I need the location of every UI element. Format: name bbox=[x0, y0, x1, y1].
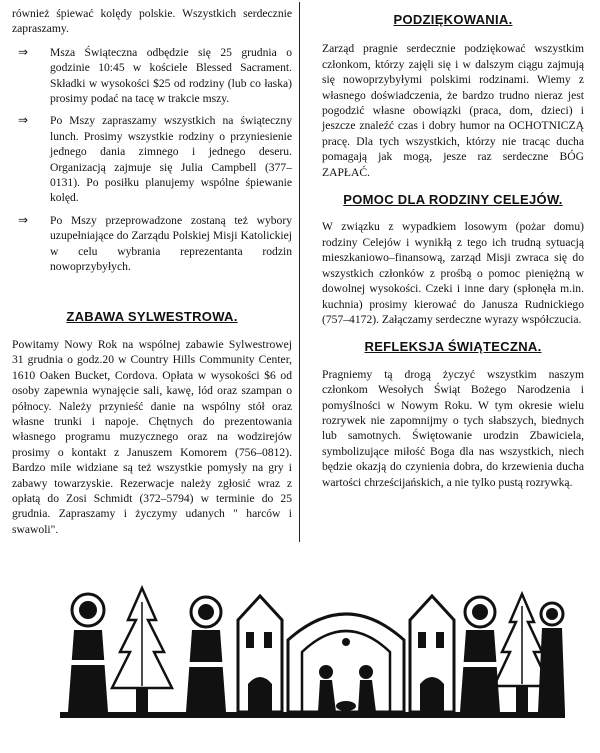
pomoc-heading: POMOC DLA RODZINY CELEJÓW. bbox=[343, 192, 563, 208]
zabawa-heading: ZABAWA SYLWESTROWA. bbox=[66, 308, 238, 324]
nativity-stable-icon bbox=[288, 614, 404, 712]
column-divider bbox=[299, 2, 300, 542]
announcement-list bbox=[12, 45, 292, 275]
figure-right-inner-icon bbox=[460, 597, 500, 712]
arrow-bullet-icon: ⇒ bbox=[18, 113, 29, 128]
zabawa-text: Powitamy Nowy Rok na wspólnej zabawie Sylwestrowej 31 grudnia o godz.20 w Country Hills Community Center, 1610 Oaken Bucket, Cordova. Opłata w wysokości $6 od osoby zapewnia wynajęcie sali, kawę, lód oraz szampan o północy. Należy przynieść danie na wspólny stół oraz własne trunki i napoje. Chętnych do prezentowania własnego programu muzycznego oraz na wodzirejów prosimy o kontakt z Januszem Komorem (756–0812). Bardzo mile widziane są też wszystkie pomysły na gry i zabawy towarzyskie. Rezerwacje należy zgłosić wraz z opłatą do Zosi Schmidt (372–5794) w terminie do 25 grudnia. Zapraszamy i życzymy udanych " harców i swawoli". bbox=[12, 337, 292, 536]
pomoc-text: W związku z wypadkiem losowym (pożar domu) rodziny Celejów i wynikłą z tego ich trudną sytuacją mieszkaniowo–finansową, zarząd Misji zwraca się do wszystkich członków z prośbą o pomoc pieniężną w dowolnej wysokości. Czeki i inne dary (spłonęła m.in. kuchnia) prosimy kierować do Janusza Rudnickiego (757–4172). Załączamy serdeczne wyrazy współczucia. bbox=[322, 220, 584, 326]
list-item bbox=[12, 45, 292, 107]
left-column bbox=[12, 0, 292, 537]
building-left-icon bbox=[238, 596, 282, 712]
figure-left-icon bbox=[68, 594, 108, 712]
arrow-bullet-icon: ⇒ bbox=[18, 44, 29, 59]
intro-fragment: również śpiewać kolędy polskie. Wszystkich serdecznie zapraszamy. bbox=[12, 7, 292, 36]
figure-right-icon bbox=[538, 603, 565, 712]
podziekowania-heading: PODZIĘKOWANIA. bbox=[393, 12, 513, 27]
refleksja-heading: REFLEKSJA ŚWIĄTECZNA. bbox=[364, 339, 542, 355]
list-item-text: Po Mszy przeprowadzone zostaną też wybory uzupełniające do Zarządu Polskiej Misji Katolickiej w celu wybrania reprezentanta rodzin nowoprzybyłych. bbox=[50, 213, 292, 274]
right-column bbox=[316, 0, 590, 490]
arrow-bullet-icon: ⇒ bbox=[18, 212, 29, 227]
list-item bbox=[12, 113, 292, 205]
list-item-text: Msza Świąteczna odbędzie się 25 grudnia o godzinie 10:45 w kościele Blessed Sacrament. Składki w wysokości $25 od rodziny (lub co łaska) prosimy podać na tacę w trakcie mszy. bbox=[50, 45, 292, 106]
tree-left-icon bbox=[112, 588, 172, 712]
building-right-icon bbox=[410, 596, 454, 712]
podziekowania-text: Zarząd pragnie serdecznie podziękować wszystkim członkom, którzy zajęli się i w dalszym ciągu zajmują się nowoprzybyłymi polskimi rodzinami. Wiemy z własnego doświadczenia, że bardzo trudno nieraz jest pogodzić własne obowiązki (praca, dom, dzieci) i jeszcze znaleźć czas i dobry humor na OCHOTNICZĄ pracę. Dla tych wszystkich, którzy nie tracąc ducha pomagają jak mogą, jesze raz serdeczne BÓG ZAPŁAĆ. bbox=[322, 42, 584, 179]
christmas-paper-cutout-banner-icon bbox=[60, 580, 565, 720]
figure-left-inner-icon bbox=[186, 597, 226, 712]
list-item-text: Po Mszy zapraszamy wszystkich na świąteczny lunch. Prosimy wszystkie rodziny o przyniesienie jednego dania zimnego i jednego deseru. Organizacją zajmuje się Julia Campbell (377–0131). Po posiłku planujemy wspólne śpiewanie kolęd. bbox=[50, 114, 292, 205]
list-item bbox=[12, 213, 292, 275]
refleksja-text: Pragniemy tą drogą życzyć wszystkim naszym członkom Wesołych Świąt Bożego Narodzenia i pomyślności w Nowym Roku. W tym okresie wielu rozrywek nie zapomnijmy o tych słabszych, biednych lub samotnych. Świętowanie urodzin Zbawiciela, symbolizujące miłość Boga dla nas wszystkich, niech będzie okazją do czynienia dobra, do krzewienia ducha wartości chrześcijańskich, a nie tylko pustą rozrywką. bbox=[322, 367, 584, 489]
